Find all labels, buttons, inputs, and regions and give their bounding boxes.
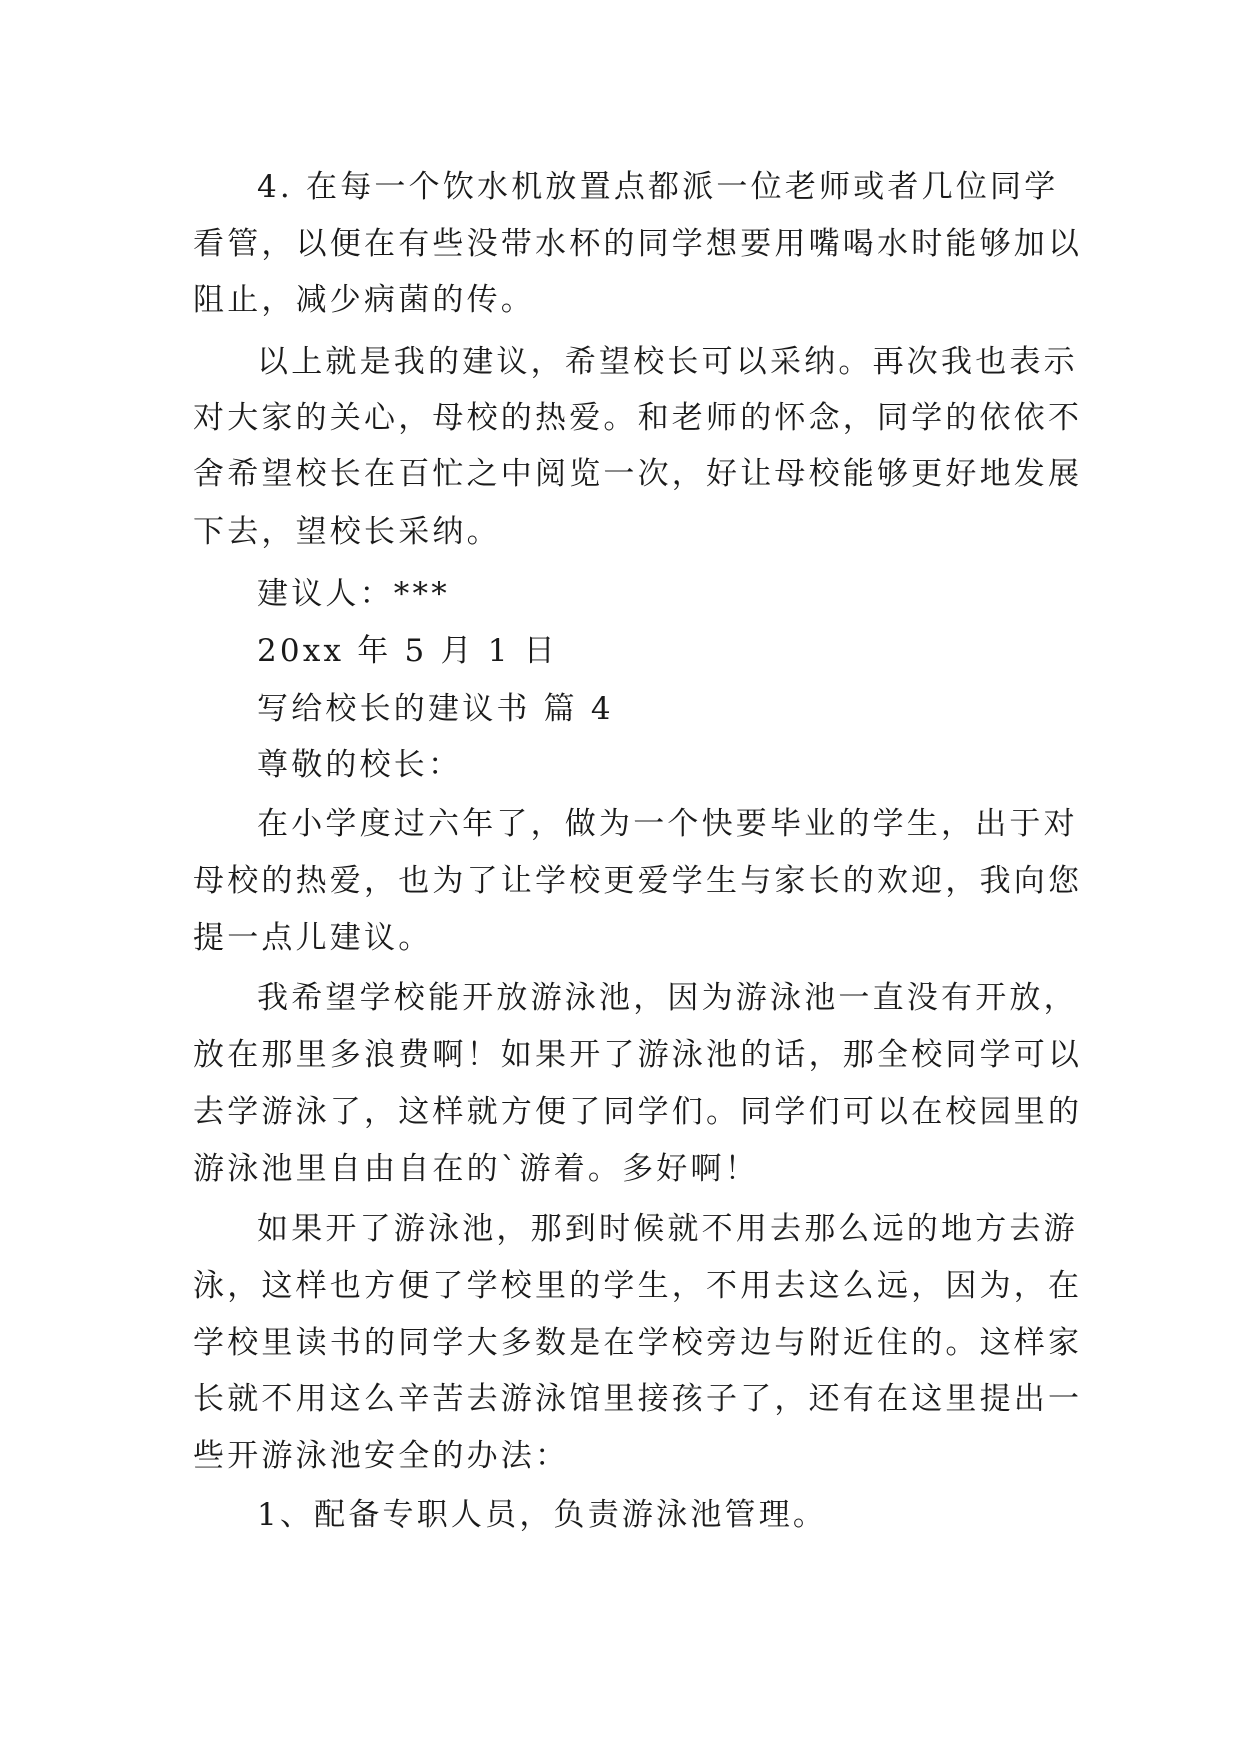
paragraph-line: 去学游泳了，这样就方便了同学们。同学们可以在校园里的	[193, 1094, 1083, 1130]
section-title: 写给校长的建议书 篇 4	[257, 691, 614, 727]
paragraph-line: 放在那里多浪费啊！如果开了游泳池的话，那全校同学可以	[193, 1037, 1083, 1073]
paragraph-line: 游泳池里自由自在的`游着。多好啊！	[193, 1151, 759, 1187]
paragraph-line: 对大家的关心，母校的热爱。和老师的怀念，同学的依依不	[193, 400, 1083, 436]
paragraph-line: 我希望学校能开放游泳池，因为游泳池一直没有开放，	[257, 980, 1078, 1016]
paragraph-line: 以上就是我的建议，希望校长可以采纳。再次我也表示	[257, 344, 1078, 380]
paragraph-line: 4. 在每一个饮水机放置点都派一位老师或者几位同学	[257, 169, 1059, 205]
list-item: 1、配备专职人员，负责游泳池管理。	[257, 1497, 828, 1533]
paragraph-line: 如果开了游泳池，那到时候就不用去那么远的地方去游	[257, 1211, 1078, 1247]
paragraph-line: 在小学度过六年了，做为一个快要毕业的学生，出于对	[257, 806, 1078, 842]
paragraph-line: 舍希望校长在百忙之中阅览一次，好让母校能够更好地发展	[193, 456, 1083, 492]
paragraph-line: 泳，这样也方便了学校里的学生，不用去这么远，因为，在	[193, 1268, 1083, 1304]
signature-line: 建议人：***	[257, 576, 450, 612]
paragraph-line: 些开游泳池安全的办法：	[193, 1438, 570, 1474]
paragraph-line: 学校里读书的同学大多数是在学校旁边与附近住的。这样家	[193, 1325, 1083, 1361]
paragraph-line: 母校的热爱，也为了让学校更爱学生与家长的欢迎，我向您	[193, 863, 1083, 899]
salutation: 尊敬的校长：	[257, 747, 463, 783]
paragraph-line: 提一点儿建议。	[193, 920, 433, 956]
paragraph-line: 下去，望校长采纳。	[193, 514, 501, 550]
date-line: 20xx 年 5 月 1 日	[257, 633, 558, 669]
paragraph-line: 长就不用这么辛苦去游泳馆里接孩子了，还有在这里提出一	[193, 1381, 1083, 1417]
paragraph-line: 看管，以便在有些没带水杯的同学想要用嘴喝水时能够加以	[193, 226, 1083, 262]
paragraph-line: 阻止，减少病菌的传。	[193, 282, 535, 318]
